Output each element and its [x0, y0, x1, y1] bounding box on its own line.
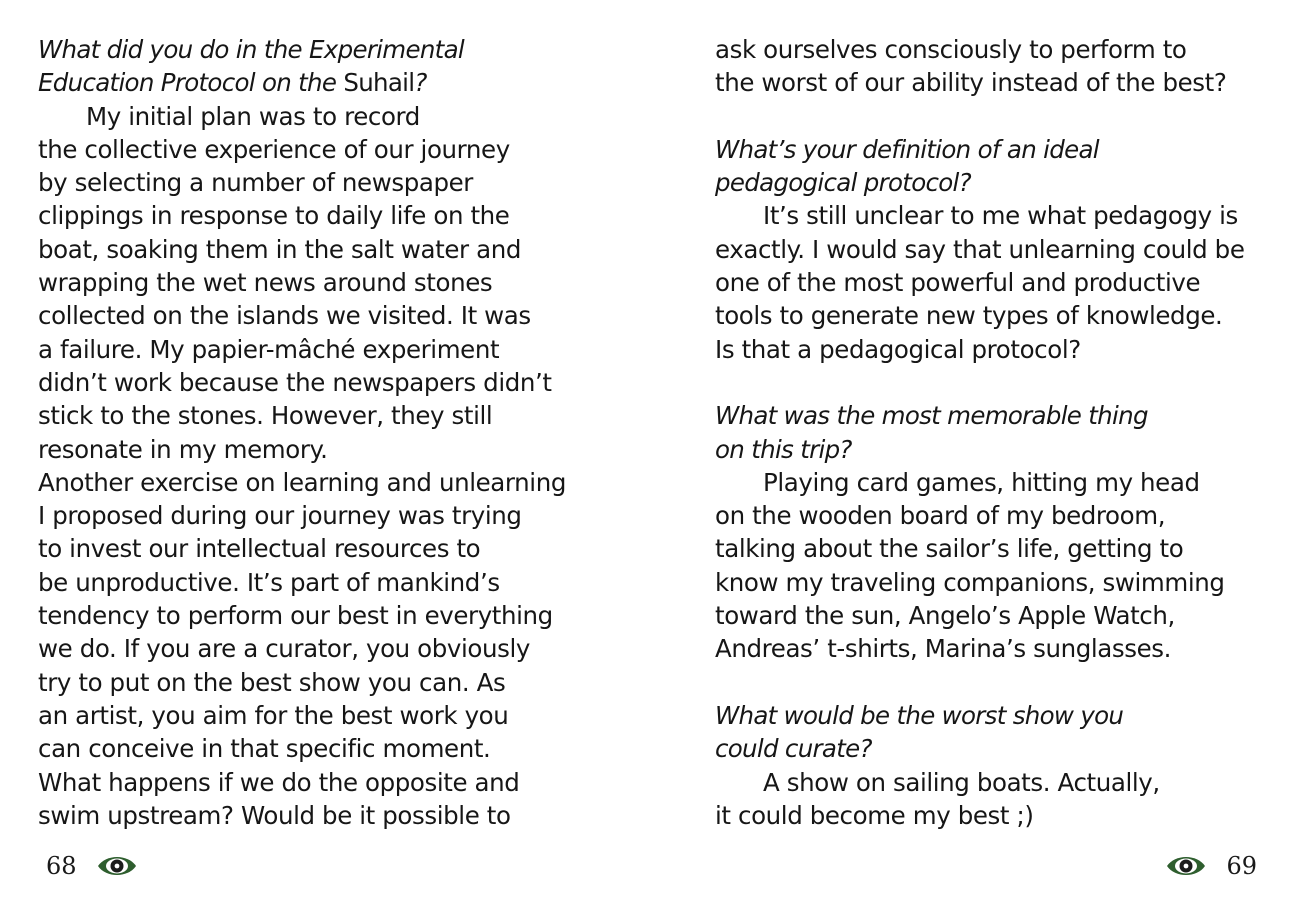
- answer-line: tendency to perform our best in everything: [38, 601, 553, 631]
- page-number: 68: [46, 852, 77, 880]
- answer-line: try to put on the best show you can. As: [38, 667, 506, 697]
- answer-line: an artist, you aim for the best work you: [38, 700, 509, 730]
- question-line: What was the most memorable thing: [715, 401, 1148, 431]
- question-line: could curate?: [715, 734, 872, 764]
- answer-line: be unproductive. It’s part of mankind’s: [38, 567, 500, 597]
- answer-line: swim upstream? Would be it possible to: [38, 800, 511, 830]
- question-line: [38, 66, 598, 99]
- answer-line: It’s still unclear to me what pedagogy is: [763, 201, 1238, 231]
- answer-line: on the wooden board of my bedroom,: [715, 501, 1166, 531]
- right-folio: [1166, 848, 1257, 884]
- answer-line: My initial plan was to record: [86, 101, 420, 131]
- boat-name: Suhail: [343, 68, 415, 98]
- paragraph-gap: [715, 100, 1275, 133]
- answer-line: tools to generate new types of knowledge.: [715, 301, 1223, 331]
- left-text-column: [38, 33, 598, 832]
- answer-line: one of the most powerful and productive: [715, 268, 1201, 298]
- answer-line: Andreas’ t-shirts, Marina’s sunglasses.: [715, 634, 1172, 664]
- paragraph-gap: [715, 366, 1275, 399]
- answer-line: it could become my best ;): [715, 800, 1034, 830]
- question-line: What did you do in the Experimental: [38, 35, 464, 64]
- paragraph-gap: [715, 666, 1275, 699]
- question-line: pedagogical protocol?: [715, 168, 971, 198]
- answer-line: wrapping the wet news around stones: [38, 268, 493, 298]
- eye-icon: [97, 853, 137, 879]
- answer-line: clippings in response to daily life on the: [38, 201, 510, 231]
- answer-line: stick to the stones. However, they still: [38, 401, 493, 431]
- answer-line: boat, soaking them in the salt water and: [38, 234, 522, 264]
- answer-line: by selecting a number of newspaper: [38, 168, 473, 198]
- answer-line: can conceive in that specific moment.: [38, 734, 491, 764]
- answer-line: know my traveling companions, swimming: [715, 567, 1225, 597]
- answer-line: collected on the islands we visited. It was: [38, 301, 531, 331]
- continuation-line: ask ourselves consciously to perform to: [715, 35, 1187, 64]
- question-line: on this trip?: [715, 434, 852, 464]
- answer-line: Playing card games, hitting my head: [763, 467, 1200, 497]
- right-page: [646, 0, 1293, 913]
- answer-line: Another exercise on learning and unlearning: [38, 467, 566, 497]
- answer-line: What happens if we do the opposite and: [38, 767, 520, 797]
- question-mark: ?: [414, 68, 427, 98]
- answer-line: to invest our intellectual resources to: [38, 534, 481, 564]
- answer-line: we do. If you are a curator, you obviously: [38, 634, 531, 664]
- page-number: 69: [1226, 852, 1257, 880]
- answer-line: didn’t work because the newspapers didn’t: [38, 367, 552, 397]
- question-line: What’s your definition of an ideal: [715, 134, 1099, 164]
- left-page: [0, 0, 646, 913]
- answer-line: I proposed during our journey was trying: [38, 501, 522, 531]
- answer-line: talking about the sailor’s life, getting to: [715, 534, 1184, 564]
- answer-line: resonate in my memory.: [38, 434, 328, 464]
- answer-line: exactly. I would say that unlearning could be: [715, 234, 1245, 264]
- question-line: What would be the worst show you: [715, 700, 1124, 730]
- answer-line: toward the sun, Angelo’s Apple Watch,: [715, 601, 1175, 631]
- question-fragment: Education Protocol on the: [38, 68, 344, 98]
- continuation-line: the worst of our ability instead of the best?: [715, 68, 1227, 98]
- answer-line: A show on sailing boats. Actually,: [763, 767, 1160, 797]
- left-folio: [46, 848, 137, 884]
- eye-icon: [1166, 853, 1206, 879]
- answer-line: Is that a pedagogical protocol?: [715, 334, 1081, 364]
- answer-line: a failure. My papier-mâché experiment: [38, 334, 500, 364]
- right-text-column: [715, 33, 1275, 832]
- answer-line: the collective experience of our journey: [38, 134, 510, 164]
